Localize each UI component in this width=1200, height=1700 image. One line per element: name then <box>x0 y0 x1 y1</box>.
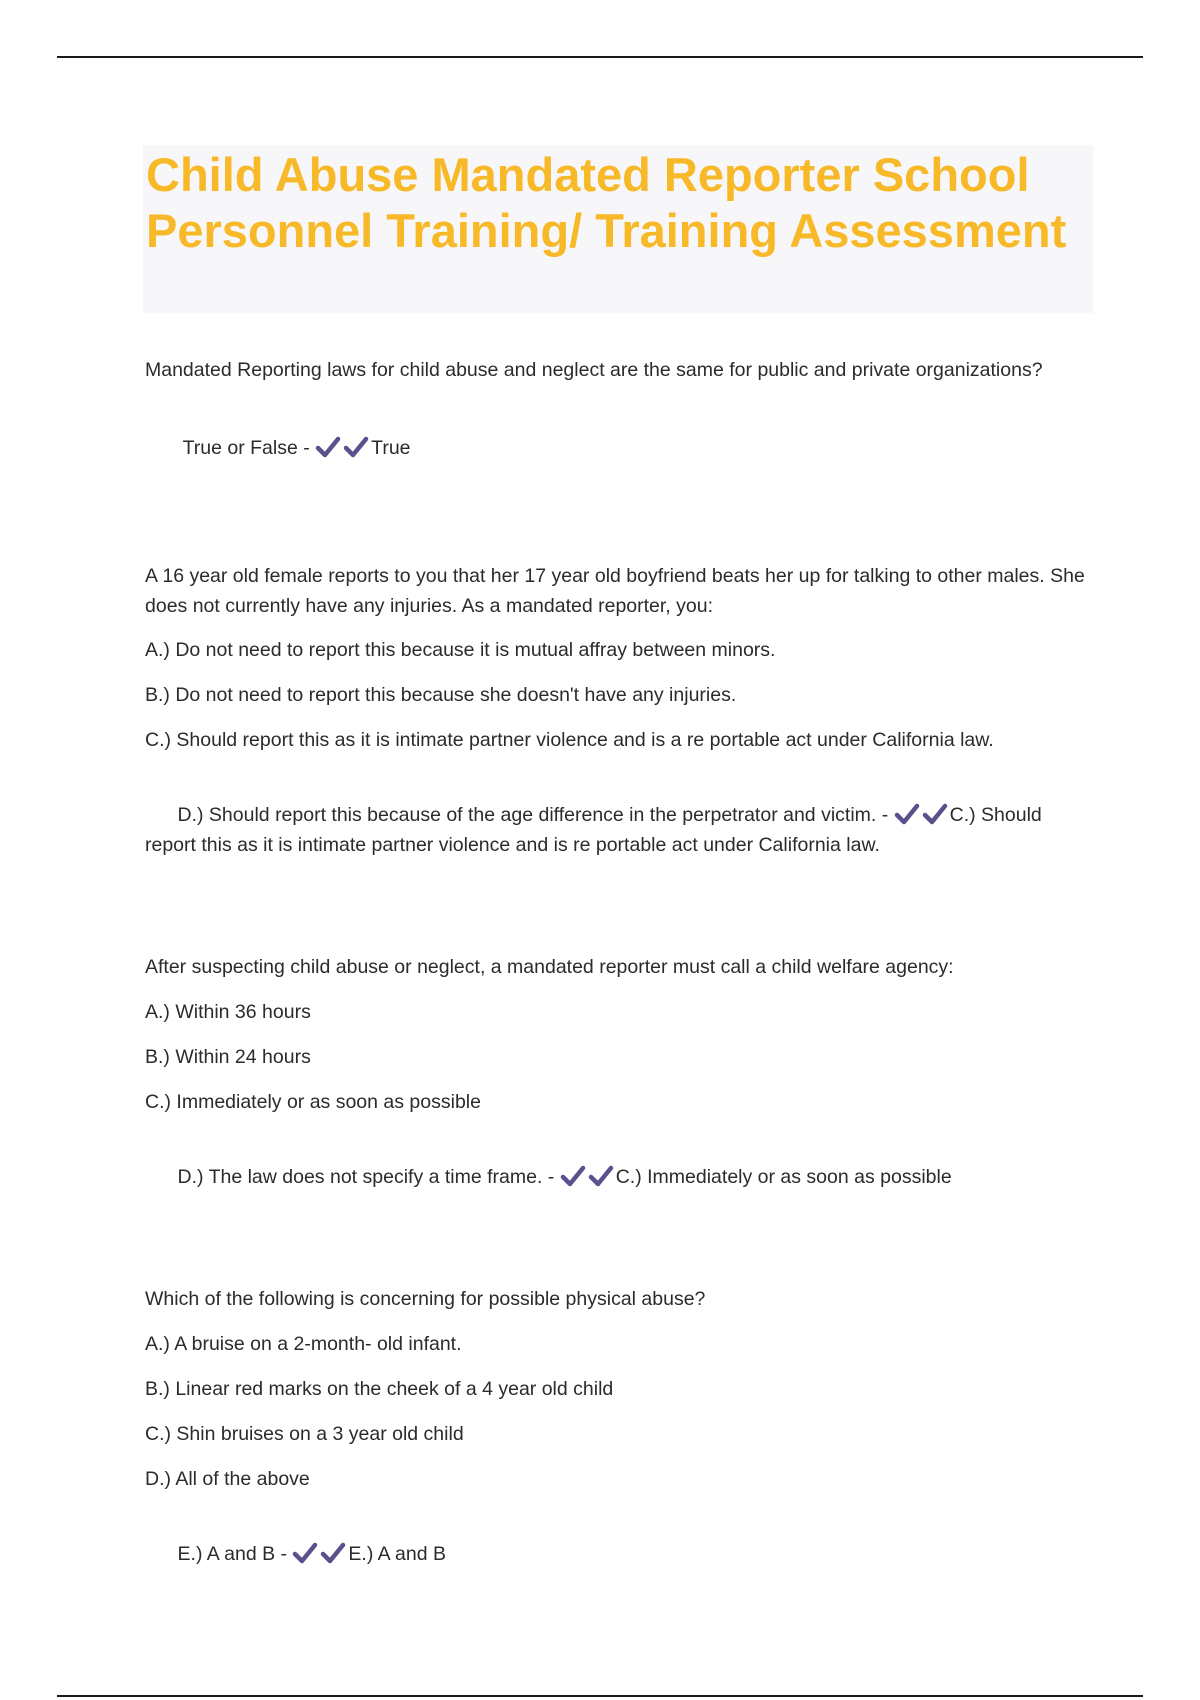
option: D.) All of the above <box>145 1468 310 1490</box>
answer-line <box>145 770 1095 890</box>
question-prompt: Which of the following is concerning for possible physical abuse? <box>145 1288 706 1310</box>
correct-answer: C.) Should report this as it is intimate partner violence and is re portable act under California law. <box>145 804 1048 856</box>
option: B.) Linear red marks on the cheek of a 4 year old child <box>145 1378 614 1400</box>
check-icon <box>320 1542 346 1564</box>
answer-line <box>145 1509 1095 1599</box>
option: A.) A bruise on a 2-month- old infant. <box>145 1333 462 1355</box>
check-icon <box>560 1165 586 1187</box>
question-list <box>145 355 1095 1599</box>
check-icon <box>922 803 948 825</box>
answer-prefix: True or False - <box>177 437 316 459</box>
option: C.) Shin bruises on a 3 year old child <box>145 1423 464 1445</box>
option: A.) Do not need to report this because it is mutual affray between minors. <box>145 639 776 661</box>
check-icon <box>343 436 369 458</box>
check-icon <box>588 1165 614 1187</box>
check-icon <box>292 1542 318 1564</box>
answer-prefix: E.) A and B - <box>177 1543 293 1565</box>
option: B.) Do not need to report this because she doesn't have any injuries. <box>145 684 737 706</box>
question-prompt: Mandated Reporting laws for child abuse and neglect are the same for public and private organizations? <box>145 359 1043 381</box>
option: C.) Should report this as it is intimate partner violence and is a re portable act under California law. <box>145 729 994 751</box>
question-4 <box>145 1284 1095 1599</box>
correct-answer: E.) A and B <box>348 1543 446 1565</box>
bottom-rule <box>57 1695 1143 1697</box>
answer-line <box>145 1132 1095 1222</box>
correct-answer: C.) Immediately or as soon as possible <box>615 1166 952 1188</box>
answer-prefix: D.) The law does not specify a time frame. - <box>177 1166 560 1188</box>
question-2 <box>145 561 1095 890</box>
question-prompt: After suspecting child abuse or neglect, a mandated reporter must call a child welfare agency: <box>145 956 954 978</box>
option: A.) Within 36 hours <box>145 1001 311 1023</box>
question-3 <box>145 952 1095 1222</box>
option: B.) Within 24 hours <box>145 1046 311 1068</box>
correct-answer: True <box>371 437 411 459</box>
question-1 <box>145 355 1095 493</box>
document-title: Child Abuse Mandated Reporter School Personnel Training/ Training Assessment <box>146 148 1067 257</box>
answer-prefix: D.) Should report this because of the age difference in the perpetrator and victim. - <box>177 804 894 826</box>
check-icon <box>894 803 920 825</box>
check-icon <box>315 436 341 458</box>
question-prompt: A 16 year old female reports to you that her 17 year old boyfriend beats her up for talking to other males. She does not currently have any injuries. As a mandated reporter, you: <box>145 565 1091 617</box>
option: C.) Immediately or as soon as possible <box>145 1091 481 1113</box>
answer-line <box>145 403 1095 493</box>
title-banner <box>143 145 1093 313</box>
top-rule <box>57 56 1143 58</box>
